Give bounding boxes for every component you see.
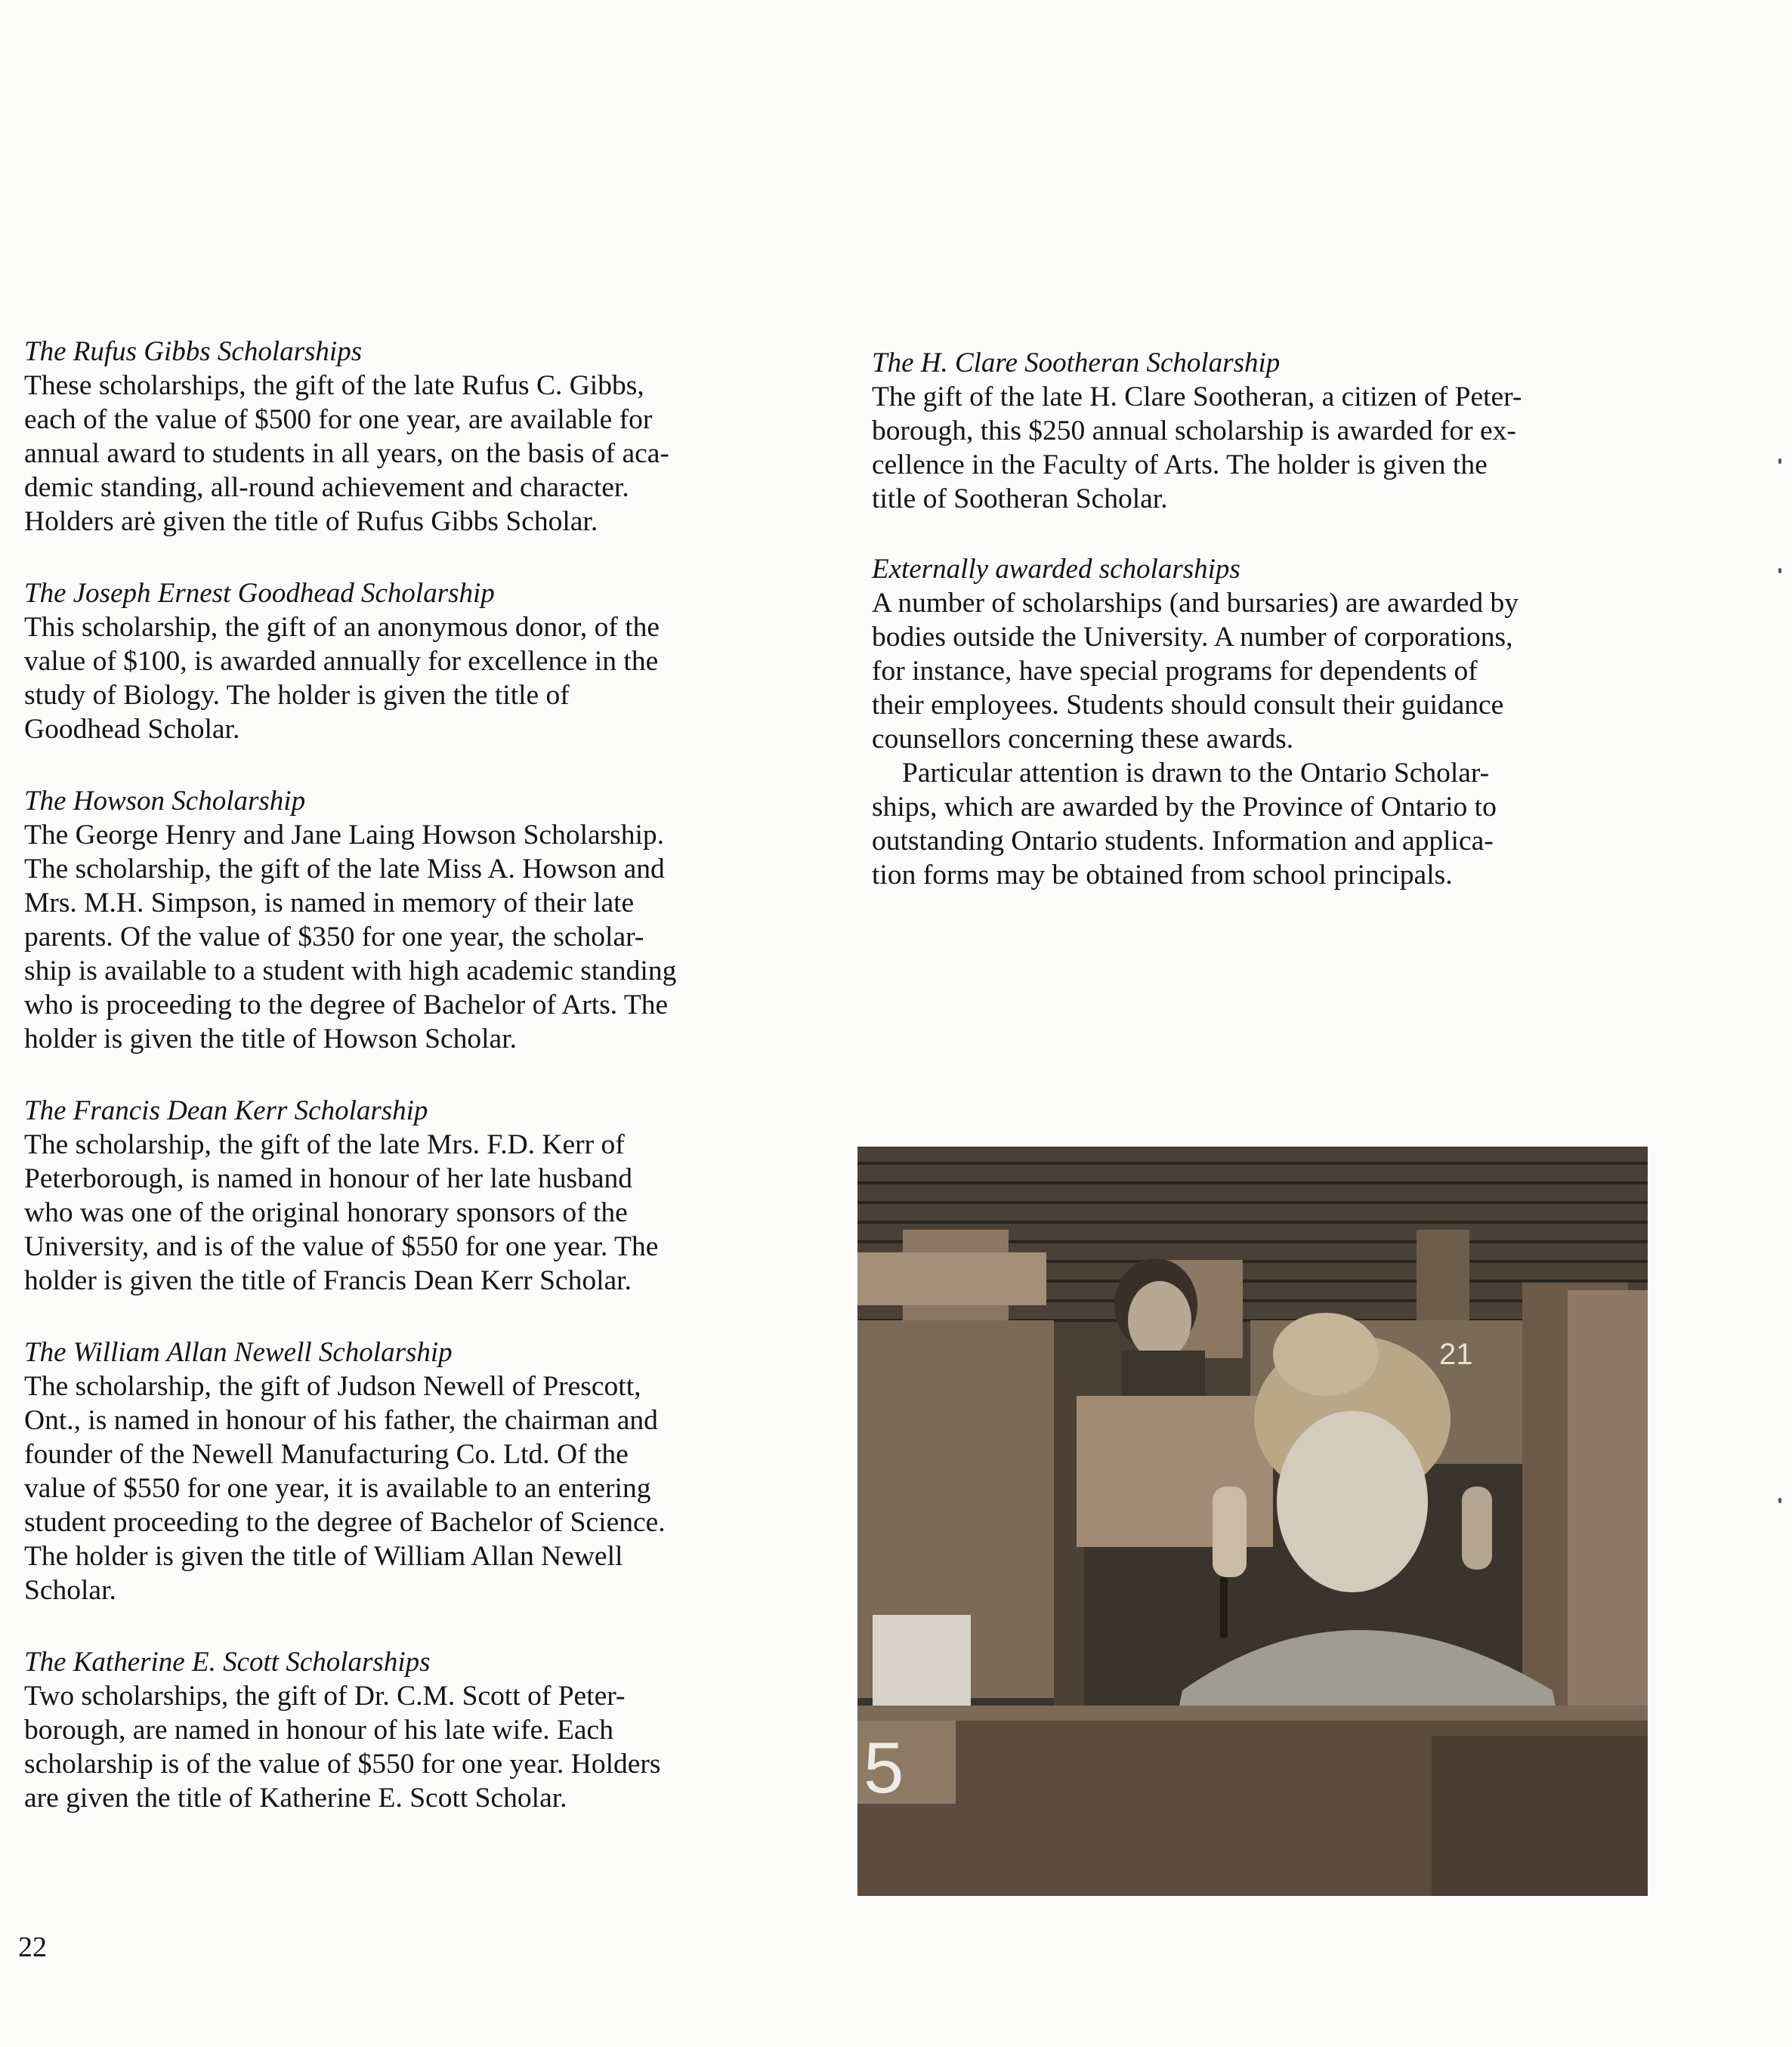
section-body-second-paragraph: Particular attention is drawn to the Ontario Scholar- ships, which are awarded by the Province of Ontario to outstanding Ontario students. Information and applica- tion forms may be obtained from school principals. xyxy=(872,758,1497,891)
section-body: The George Henry and Jane Laing Howson Scholarship. The scholarship, the gift of the late Miss A. Howson and Mrs. M.H. Simpson, is named in memory of their late parents. Of the value of $350 for one year, the scholar- ship is available to a student with high academic standing who is proceeding to the degree of Bachelor of Arts. The holder is given the title of Howson Scholar. xyxy=(24,820,677,1054)
sootheran-section xyxy=(872,346,1658,516)
section-heading: The William Allan Newell Scholarship xyxy=(24,1337,453,1368)
section-body: The scholarship, the gift of Judson Newell of Prescott, Ont., is named in honour of his father, the chairman and founder of the Newell Manufacturing Co. Ltd. Of the value of $550 for one year, it is available to an entering student proceeding to the degree of Bachelor of Science. The holder is given the title of William Allan Newell Scholar. xyxy=(24,1371,666,1606)
left-column xyxy=(24,335,810,1853)
goodhead-section xyxy=(24,576,810,746)
page-number: 22 xyxy=(18,1931,47,1963)
section-heading: The H. Clare Sootheran Scholarship xyxy=(872,347,1281,378)
section-heading: The Howson Scholarship xyxy=(24,786,306,817)
scan-speck xyxy=(1778,458,1781,464)
newell-section xyxy=(24,1335,810,1607)
scan-speck xyxy=(1778,568,1781,573)
section-body: A number of scholarships (and bursaries) are awarded by bodies outside the University. A number of corporations, for instance, have special programs for dependents of their employees. Students should consult their guidance counsellors concerning these awards. xyxy=(872,588,1519,755)
section-body: Two scholarships, the gift of Dr. C.M. Scott of Peter- borough, are named in honour of his late wife. Each scholarship is of the value of $550 for one year. Holders are given the title of Katherine E. Scott Scholar. xyxy=(24,1681,661,1814)
section-body: The gift of the late H. Clare Sootheran, a citizen of Peter- borough, this $250 annual scholarship is awarded for ex- cellence in the Faculty of Arts. The holder is given the title of Sootheran Scholar. xyxy=(872,381,1522,514)
scott-section xyxy=(24,1645,810,1815)
section-body: The scholarship, the gift of the late Mrs. F.D. Kerr of Peterborough, is named in honour of her late husband who was one of the original honorary sponsors of the University, and is of the value of $550 for one year. The holder is given the title of Francis Dean Kerr Scholar. xyxy=(24,1129,659,1296)
language-lab-photo xyxy=(857,1147,1648,1896)
section-body: This scholarship, the gift of an anonymous donor, of the value of $100, is awarded annually for excellence in the study of Biology. The holder is given the title of Goodhead Scholar. xyxy=(24,612,660,745)
external-section xyxy=(872,552,1658,892)
booth-number-front: 5 xyxy=(864,1727,904,1808)
section-heading: Externally awarded scholarships xyxy=(872,554,1240,585)
rufus-gibbs-section xyxy=(24,335,810,539)
booth-number-back: 21 xyxy=(1439,1338,1473,1371)
section-body: These scholarships, the gift of the late Rufus C. Gibbs, each of the value of $500 for one year, are available for annual award to students in all years, on the basis of aca- demic standing, all-round achievement and character. Holders arė given the title of Rufus Gibbs Scholar. xyxy=(24,370,669,537)
howson-section xyxy=(24,784,810,1056)
scan-speck xyxy=(1778,1498,1781,1503)
section-heading: The Katherine E. Scott Scholarships xyxy=(24,1647,431,1678)
section-heading: The Rufus Gibbs Scholarships xyxy=(24,336,363,367)
section-heading: The Francis Dean Kerr Scholarship xyxy=(24,1095,428,1126)
section-heading: The Joseph Ernest Goodhead Scholarship xyxy=(24,578,495,609)
right-column xyxy=(872,346,1658,930)
kerr-section xyxy=(24,1094,810,1298)
